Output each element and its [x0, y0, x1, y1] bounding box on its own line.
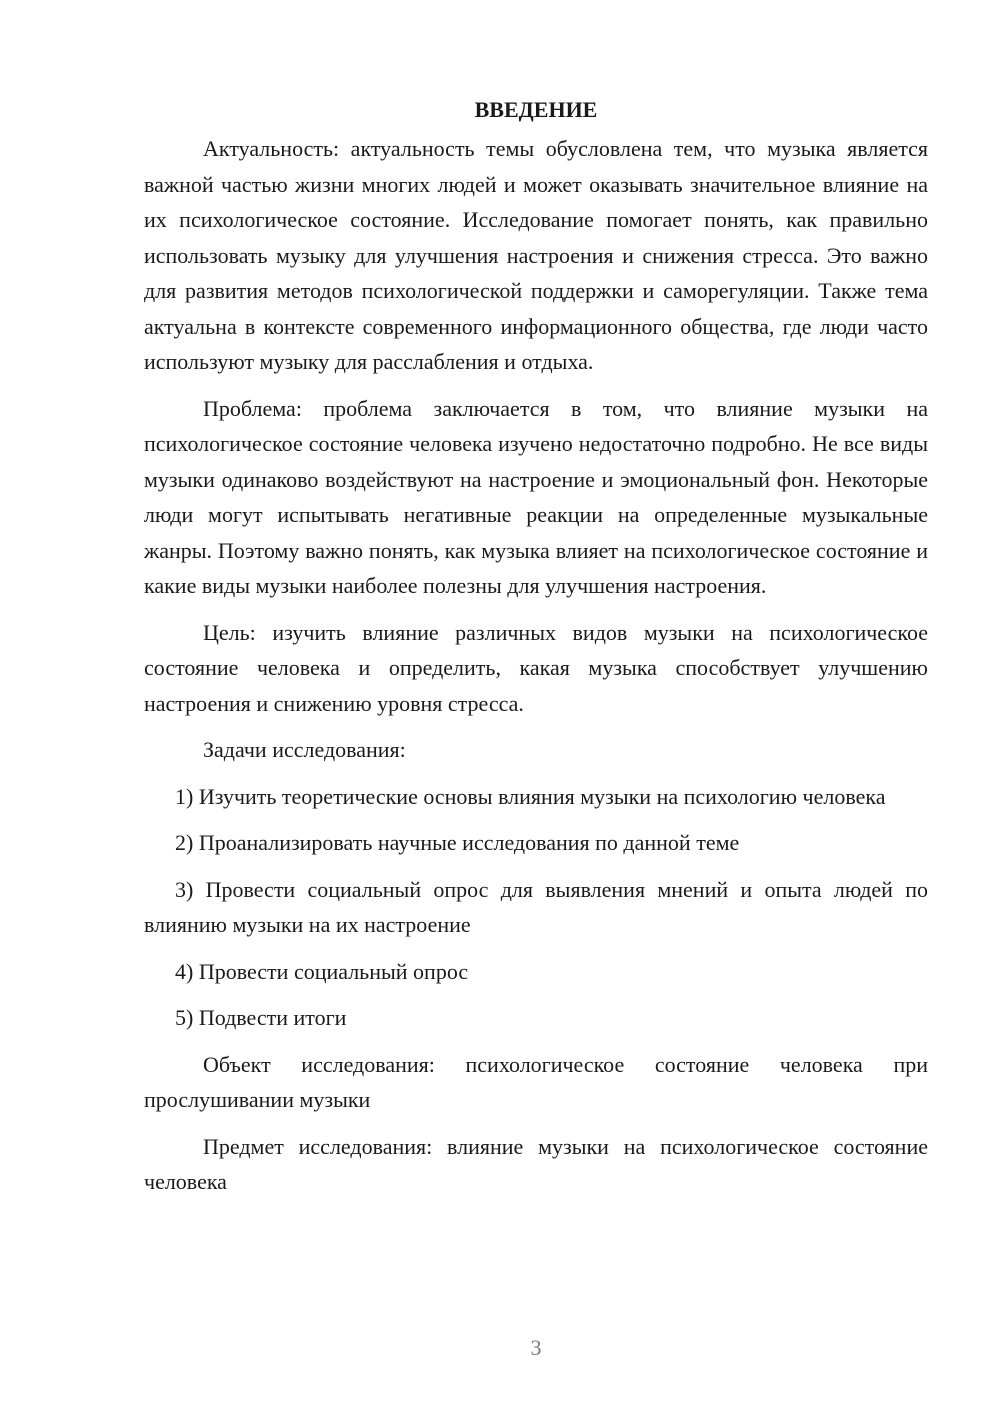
- task-item: 4) Провести социальный опрос: [175, 958, 469, 984]
- section-title: ВВЕДЕНИЕ: [474, 97, 598, 122]
- tasks-heading: Задачи исследования:: [203, 737, 406, 762]
- task-item: 3) Провести социальный опрос для выявления мнений и опыта людей по влиянию музыки на их настроение: [144, 876, 928, 937]
- task-item: 5) Подвести итоги: [175, 1005, 347, 1030]
- subject-paragraph: Предмет исследования: влияние музыки на психологическое состояние человека: [144, 1133, 928, 1194]
- task-item: 2) Проанализировать научные исследования по данной теме: [175, 830, 740, 855]
- page-number: 3: [530, 1335, 542, 1360]
- relevance-paragraph: Актуальность: актуальность темы обусловлена тем, что музыка является важной частью жизни многих людей и может оказывать значительное влияние на их психологическое состояние. Исследование помогает понять, как правильно использовать музыку для улучшения настроения и снижения стресса. Это важно для развития методов психологической поддержки и саморегуляции. Также тема актуальна в контексте современного информационного общества, где люди часто используют музыку для расслабления и отдыха.: [144, 136, 928, 374]
- document-page: [144, 92, 928, 1200]
- problem-paragraph: Проблема: проблема заключается в том, что влияние музыки на психологическое состояние человека изучено недостаточно подробно. Не все виды музыки одинаково воздействуют на настроение и эмоциональный фон. Некоторые люди могут испытывать негативные реакции на определенные музыкальные жанры. Поэтому важно понять, как музыка влияет на психологическое состояние и какие виды музыки наиболее полезны для улучшения настроения.: [144, 395, 928, 598]
- task-item: 1) Изучить теоретические основы влияния музыки на психологию человека: [175, 783, 886, 809]
- goal-paragraph: Цель: изучить влияние различных видов музыки на психологическое состояние человека и определить, какая музыка способствует улучшению настроения и снижению уровня стресса.: [144, 619, 928, 716]
- object-paragraph: Объект исследования: психологическое состояние человека при прослушивании музыки: [144, 1051, 928, 1112]
